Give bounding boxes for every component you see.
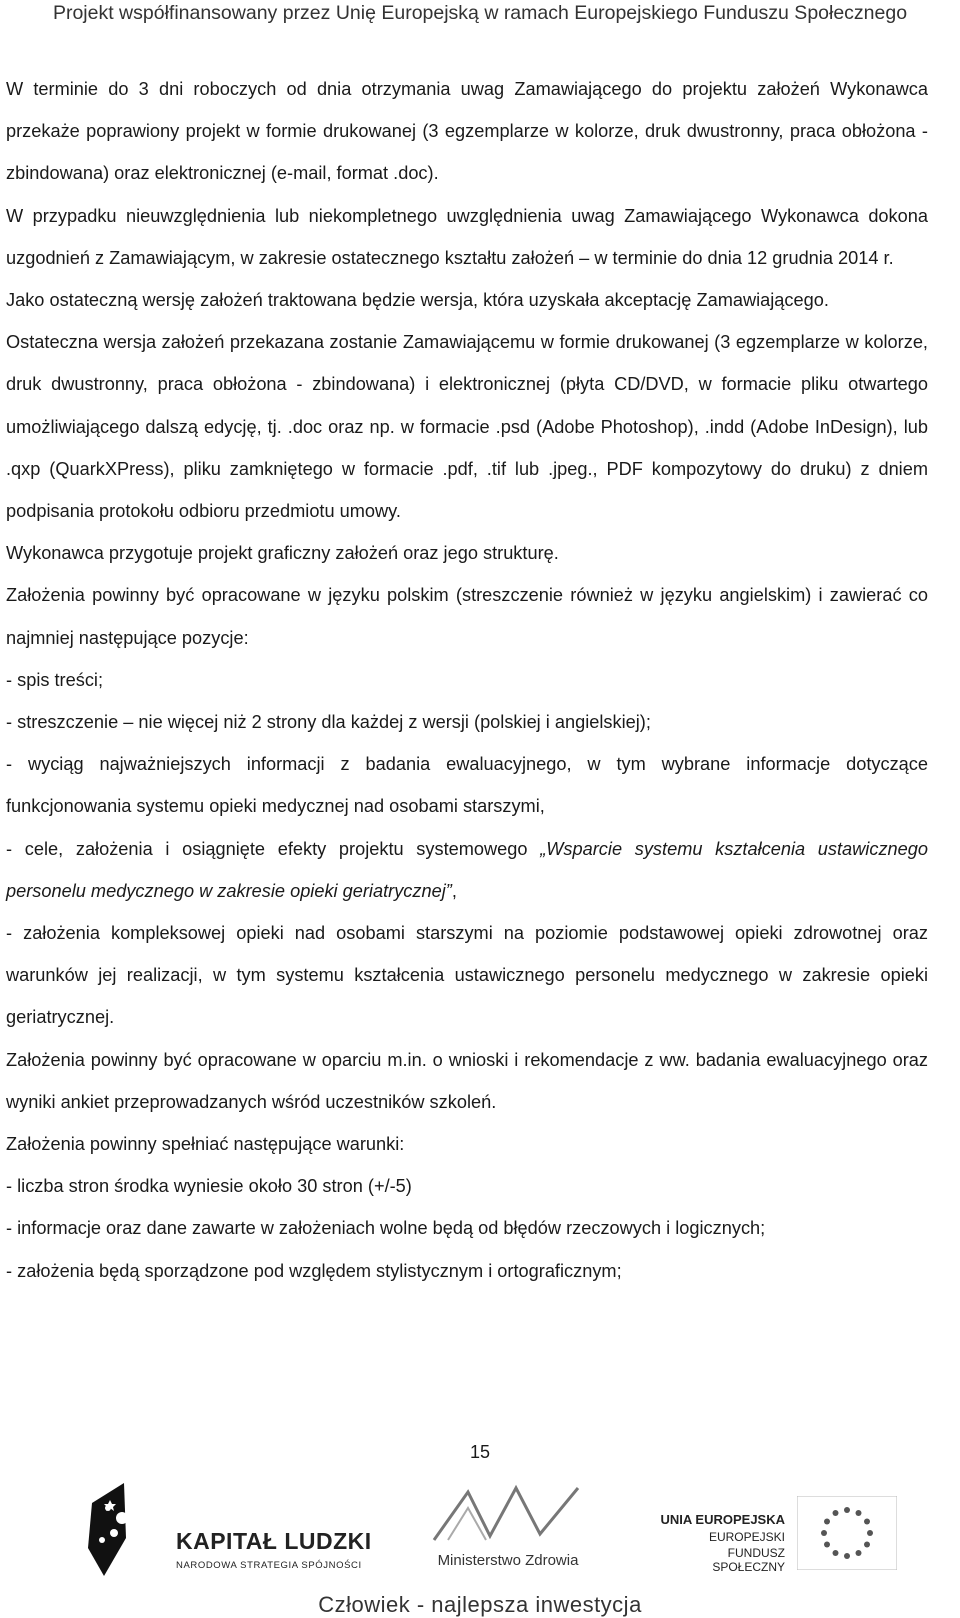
document-body xyxy=(6,68,928,1292)
footer-slogan: Człowiek - najlepsza inwestycja xyxy=(318,1592,642,1617)
kapital-ludzki-emblem-icon xyxy=(84,1478,144,1578)
kapital-ludzki-title: KAPITAŁ LUDZKI xyxy=(176,1528,372,1554)
ue-label-line3: FUNDUSZ SPOŁECZNY xyxy=(712,1546,785,1574)
list-item: - liczba stron środka wyniesie około 30 stron (+/-5) xyxy=(6,1176,412,1197)
paragraph: Założenia powinny być opracowane w języku polskim (streszczenie również w języku angielskim) i zawierać co najmniej następujące pozycje: xyxy=(6,585,928,648)
eu-flag-icon xyxy=(797,1496,897,1570)
ministerstwo-zdrowia-logo xyxy=(428,1478,588,1578)
list-item: - streszczenie – nie więcej niż 2 strony dla każdej z wersji (polskiej i angielskiej); xyxy=(6,712,651,733)
ministerstwo-zdrowia-emblem-icon xyxy=(428,1478,588,1548)
list-item: - wyciąg najważniejszych informacji z badania ewaluacyjnego, w tym wybrane informacje dotyczące funkcjonowania systemu opieki medycznej nad osobami starszymi, xyxy=(6,754,928,817)
list-item: - spis treści; xyxy=(6,669,104,690)
list-item xyxy=(6,828,928,912)
ministerstwo-zdrowia-label: Ministerstwo Zdrowia xyxy=(437,1552,579,1569)
kapital-ludzki-subtitle: NARODOWA STRATEGIA SPÓJNOŚCI xyxy=(176,1560,362,1571)
paragraph: Wykonawca przygotuje projekt graficzny założeń oraz jego strukturę. xyxy=(6,543,559,564)
kapital-ludzki-logo xyxy=(84,1478,374,1578)
ue-label-line2: EUROPEJSKI xyxy=(708,1530,785,1544)
list-item: - założenia będą sporządzone pod względem stylistycznym i ortograficznym; xyxy=(6,1260,622,1281)
paragraph: Założenia powinny spełniać następujące warunki: xyxy=(6,1134,405,1155)
project-title: „Wsparcie systemu kształcenia ustawicznego personelu medycznego w zakresie opieki geriatrycznej” xyxy=(6,838,928,901)
paragraph: Ostateczna wersja założeń przekazana zostanie Zamawiającemu w formie drukowanej (3 egzemplarze w kolorze, druk dwustronny, praca obłożona - zbindowana) i elektronicznej (płyta CD/DVD, w formacie pliku otwartego umożliwiającego dalszą edycję, tj. .doc oraz np. w formacie .psd (Adobe Photoshop), .indd (Adobe InDesign), lub .qxp (QuarkXPress), pliku zamkniętego w formacie .pdf, .tif lub .jpeg., PDF kompozytowy do druku) z dniem podpisania protokołu odbioru przedmiotu umowy. xyxy=(6,332,928,522)
list-item-text: , xyxy=(451,880,457,901)
page-number: 15 xyxy=(469,1442,491,1462)
list-item: - założenia kompleksowej opieki nad osobami starszymi na poziomie podstawowej opieki zdrowotnej oraz warunków jej realizacji, w tym systemu kształcenia ustawicznego personelu medycznego w zakresie opieki geriatrycznej. xyxy=(6,923,928,1028)
unia-europejska-logo xyxy=(655,1478,945,1578)
paragraph: W przypadku nieuwzględnienia lub niekompletnego uwzględnienia uwag Zamawiającego Wykonawca dokona uzgodnień z Zamawiającym, w zakresie ostatecznego kształtu założeń – w terminie do dnia 12 grudnia 2014 r. xyxy=(6,205,928,268)
paragraph: Założenia powinny być opracowane w oparciu m.in. o wnioski i rekomendacje z ww. badania ewaluacyjnego oraz wyniki ankiet przeprowadzanych wśród uczestników szkoleń. xyxy=(6,1049,928,1112)
list-item-text: - cele, założenia i osiągnięte efekty projektu systemowego xyxy=(6,838,541,859)
page-footer xyxy=(0,1478,960,1617)
paragraph: Jako ostateczną wersję założeń traktowana będzie wersja, która uzyskała akceptację Zamawiającego. xyxy=(6,290,829,311)
ue-label-line1: UNIA EUROPEJSKA xyxy=(660,1512,785,1527)
paragraph: W terminie do 3 dni roboczych od dnia otrzymania uwag Zamawiającego do projektu założeń Wykonawca przekaże poprawiony projekt w formie drukowanej (3 egzemplarze w kolorze, druk dwustronny, praca obłożona - zbindowana) oraz elektronicznej (e-mail, format .doc). xyxy=(6,79,928,184)
list-item: - informacje oraz dane zawarte w założeniach wolne będą od błędów rzeczowych i logicznych; xyxy=(6,1218,766,1239)
page-header: Projekt współfinansowany przez Unię Europejską w ramach Europejskiego Funduszu Społecznego xyxy=(52,2,908,24)
